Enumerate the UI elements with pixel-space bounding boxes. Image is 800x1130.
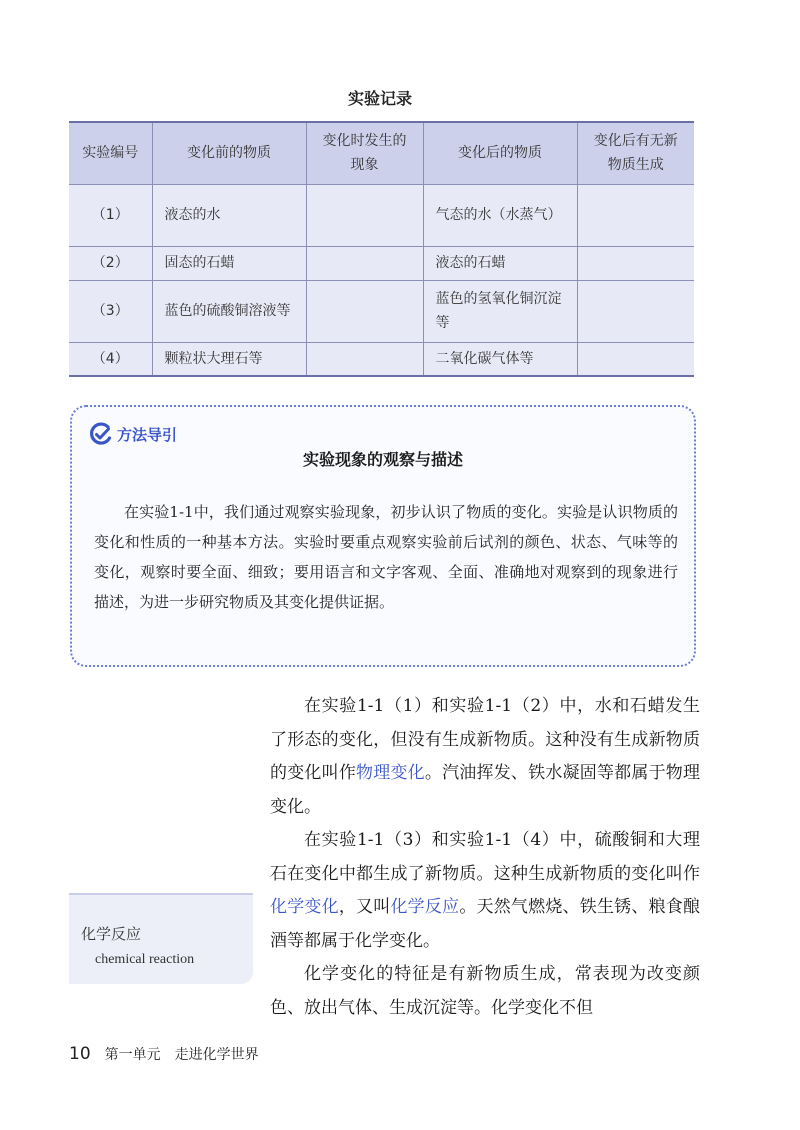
table-row xyxy=(69,280,694,342)
text-span: ，又叫 xyxy=(338,897,391,917)
table-cell xyxy=(306,246,423,280)
table-cell xyxy=(577,246,694,280)
text-span: 在实验1-1（1）和实验1-1（2）中，水和石蜡发生了形态的变化，但没有生成新物质。这种没有生成新物质的变化叫作 xyxy=(270,696,700,783)
chapter-title: 走进化学世界 xyxy=(174,1047,259,1063)
table-header-cell: 变化时发生的现象 xyxy=(306,122,423,184)
experiment-record-table xyxy=(69,121,694,377)
table-cell xyxy=(306,342,423,376)
method-guide-icon xyxy=(88,421,114,447)
page-footer xyxy=(69,1044,259,1064)
table-cell: （3） xyxy=(69,280,152,342)
table-header-row xyxy=(69,122,694,184)
method-guide-label: 方法导引 xyxy=(117,425,178,444)
text-span: 。汽油挥发、铁水凝固等都属于物理变化。 xyxy=(270,763,701,817)
paragraph xyxy=(270,690,700,824)
method-guide-text: 在实验1-1中，我们通过观察实验现象，初步认识了物质的变化。实验是认识物质的变化和性质的一种基本方法。实验时要重点观察实验前后试剂的颜色、状态、气味等的变化，观察时要全面、细致；要用语言和文字客观、全面、准确地对观察到的现象进行描述，为进一步研究物质及其变化提供证据。 xyxy=(94,503,678,611)
table-header-cell: 变化前的物质 xyxy=(152,122,306,184)
table-cell: 固态的石蜡 xyxy=(152,246,306,280)
table-cell: （2） xyxy=(69,246,152,280)
table-cell: （4） xyxy=(69,342,152,376)
text-span: 在实验1-1（3）和实验1-1（4）中，硫酸铜和大理石在变化中都生成了新物质。这种生成新物质的变化叫作 xyxy=(270,830,700,884)
method-guide-box xyxy=(70,405,696,667)
term-physical-change: 物理变化 xyxy=(356,763,425,783)
main-body-text xyxy=(270,690,700,1025)
table-header-cell: 实验编号 xyxy=(69,122,152,184)
table-cell: 液态的水 xyxy=(152,184,306,246)
table-cell xyxy=(577,342,694,376)
table-header-cell: 变化后的物质 xyxy=(423,122,577,184)
method-guide-tag xyxy=(88,421,177,447)
table-cell: 液态的石蜡 xyxy=(423,246,577,280)
table-row xyxy=(69,246,694,280)
table-title: 实验记录 xyxy=(347,89,412,108)
table-cell: （1） xyxy=(69,184,152,246)
table-cell: 蓝色的氢氧化铜沉淀等 xyxy=(423,280,577,342)
table-cell xyxy=(306,184,423,246)
glossary-sidenote xyxy=(69,893,253,984)
table-cell xyxy=(306,280,423,342)
paragraph xyxy=(270,824,700,958)
term-chemical-reaction: 化学反应 xyxy=(390,897,460,917)
text-span: 。天然气燃烧、铁生锈、粮食酿酒等都属于化学变化。 xyxy=(270,897,701,951)
table-cell: 蓝色的硫酸铜溶液等 xyxy=(152,280,306,342)
page-number: 10 xyxy=(69,1044,91,1064)
glossary-term-zh: 化学反应 xyxy=(81,925,142,943)
table-cell: 二氧化碳气体等 xyxy=(423,342,577,376)
table-row xyxy=(69,184,694,246)
method-guide-title: 实验现象的观察与描述 xyxy=(302,450,463,469)
paragraph: 化学变化的特征是有新物质生成，常表现为改变颜色、放出气体、生成沉淀等。化学变化不但 xyxy=(270,964,700,1018)
chapter-label: 第一单元 xyxy=(104,1047,161,1063)
table-cell: 气态的水（水蒸气） xyxy=(423,184,577,246)
glossary-term-en: chemical reaction xyxy=(95,952,195,967)
table-cell xyxy=(577,280,694,342)
table-cell xyxy=(577,184,694,246)
table-row xyxy=(69,342,694,376)
table-header-cell: 变化后有无新物质生成 xyxy=(577,122,694,184)
term-chemical-change: 化学变化 xyxy=(270,897,339,917)
table-cell: 颗粒状大理石等 xyxy=(152,342,306,376)
